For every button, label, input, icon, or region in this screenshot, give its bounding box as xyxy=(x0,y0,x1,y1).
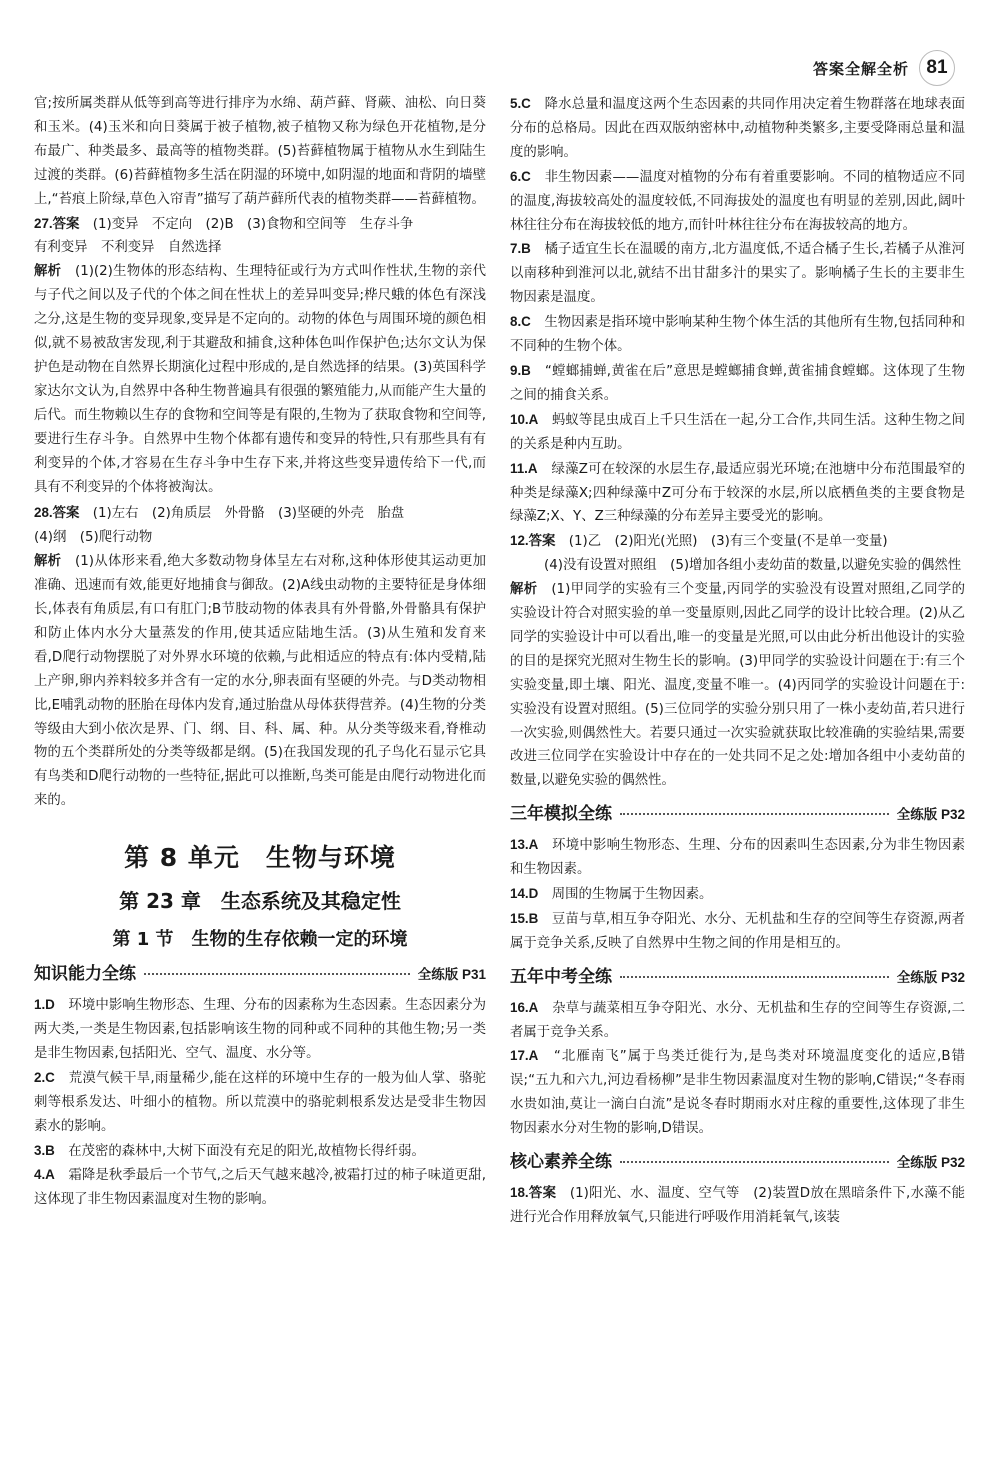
item-number: 5. xyxy=(510,96,522,111)
wunian-items xyxy=(510,996,965,1141)
right-items xyxy=(510,92,965,529)
item-answer-letter: D xyxy=(45,997,55,1013)
item-explanation: 环境中影响生物形态、生理、分布的因素称为生态因素。生态因素分为两大类,一类是生物因素,包括影响该生物的同种或不同种的其他生物;另一类是非生物因素,包括阳光、空气、温度、水分等。 xyxy=(34,998,487,1061)
header-title: 答案全解全析 xyxy=(812,59,909,78)
q12-answer-line2: (4)没有设置对照组 (5)增加各组小麦幼苗的数量,以避免实验的偶然性 xyxy=(544,558,962,574)
q28-explain: (1)从体形来看,绝大多数动物身体呈左右对称,这种体形使其运动更加准确、迅速而有效,能更好地捕食与御敌。(2)A线虫动物的主要特征是身体细长,体表有角质层,有口有肛门;B节肢动物的体表具有外骨骼,外骨骼具有保护和防止体内水分大量蒸发的作用,使其适应陆地生活。(3)从生殖和发育来看,D爬行动物摆脱了对外界水环境的依赖,与此相适应的特点有:体内受精,陆上产卵,卵内养料较多并含有一定的水分,卵表面有坚硬的外壳。与D类动物相比,E哺乳动物的胚胎在母体内发育,通过胎盘从母体获得营养。(4)生物的分类等级由大到小依次是界、门、纲、目、科、属、种。从分类等级来看,脊椎动物的五个类群所处的分类等级都是纲。(5)在我国发现的孔子鸟化石显示它具有鸟类和D爬行动物的一些特征,据此可以推断,鸟类可能是由爬行动物进化而来的。 xyxy=(34,554,487,809)
item-number: 2. xyxy=(34,1069,46,1085)
item-number: 10. xyxy=(510,411,529,427)
section-title: 第 1 节 生物的生存依赖一定的环境 xyxy=(112,929,408,951)
q28-answer-tag: 答案 xyxy=(52,506,80,522)
sanian-item xyxy=(510,833,965,882)
sanian-name: 三年模拟全练 xyxy=(510,804,612,825)
q12-number: 12. xyxy=(510,533,529,549)
item-explanation: 生物因素是指环境中影响某种生物个体生活的其他所有生物,包括同种和不同种的生物个体。 xyxy=(510,315,965,355)
practice-ref: 全练版 P31 xyxy=(417,967,486,983)
item-answer-letter: B xyxy=(521,241,531,257)
right-item xyxy=(510,310,965,359)
item-number: 7. xyxy=(510,241,522,257)
item-explanation: 霜降是秋季最后一个节气,之后天气越来越冷,被霜打过的柿子味道更甜,这体现了非生物因素温度对生物的影响。 xyxy=(34,1168,486,1208)
q28-answer-line2: (4)纲 (5)爬行动物 xyxy=(34,530,153,546)
item-answer-letter: C xyxy=(45,1069,55,1085)
item-answer-letter: B xyxy=(521,362,531,378)
item-answer-letter: C xyxy=(521,314,531,330)
q28-number: 28. xyxy=(34,505,53,521)
sanian-ref: 全练版 P32 xyxy=(896,807,965,823)
item-number: 17. xyxy=(510,1048,529,1064)
right-item xyxy=(510,359,965,408)
right-item xyxy=(510,457,965,530)
q18-answer: (1)阳光、水、温度、空气等 (2)装置D放在黑暗条件下,水藻不能进行光合作用释放氧气,只能进行呼吸作用消耗氧气,该装 xyxy=(510,1185,965,1225)
item-explanation: 绿藻Z可在较深的水层生存,最适应弱光环境;在池塘中分布范围最窄的种类是绿藻X;四种绿藻中Z可分布于较深的水层,所以底栖鱼类的主要食物是绿藻Z;X、Y、Z三种绿藻的分布差异主要受光的影响。 xyxy=(510,461,965,525)
practice-name: 知识能力全练 xyxy=(34,964,136,985)
left-item xyxy=(34,1066,486,1139)
item-answer-letter: A xyxy=(528,837,539,853)
question-12 xyxy=(510,529,965,793)
item-explanation: 环境中影响生物形态、生理、分布的因素叫生态因素,分为非生物因素和生物因素。 xyxy=(510,838,965,878)
item-explanation: 荒漠气候干旱,雨量稀少,能在这样的环境中生存的一般为仙人掌、骆驼刺等根系发达、叶细小的植物。所以荒漠中的骆驼刺根系发达是受非生物因素水的影响。 xyxy=(34,1070,487,1134)
hexin-header xyxy=(510,1151,965,1175)
q27-answer-tag: 答案 xyxy=(52,216,80,232)
left-column xyxy=(34,92,486,1212)
q18-number: 18. xyxy=(510,1184,529,1200)
item-answer-letter: B xyxy=(528,910,539,926)
item-number: 8. xyxy=(510,314,522,330)
item-number: 1. xyxy=(34,997,46,1013)
sanian-items xyxy=(510,833,965,956)
item-explanation: 非生物因素——温度对植物的分布有着重要影响。不同的植物适应不同的温度,海拔较高处的温度较低,不同海拔处的温度也有明显的差别,因此,阔叶林往往分布在海拔较低的地方,而针叶林往往分布在海拔较高的地方。 xyxy=(510,169,966,233)
right-item xyxy=(510,237,965,310)
item-explanation: 橘子适宜生长在温暖的南方,北方温度低,不适合橘子生长,若橘子从淮河以南移种到淮河以北,就结不出甘甜多汁的果实了。影响橘子生长的主要非生物因素是温度。 xyxy=(510,242,965,306)
left-item xyxy=(34,1163,486,1212)
item-answer-letter: A xyxy=(45,1167,55,1183)
item-answer-letter: D xyxy=(528,886,539,901)
item-number: 4. xyxy=(34,1167,46,1183)
item-number: 15. xyxy=(510,910,529,926)
q27-number: 27. xyxy=(34,215,53,231)
q27-explain-tag: 解析 xyxy=(34,264,62,280)
item-answer-letter: B xyxy=(45,1142,55,1158)
wunian-name: 五年中考全练 xyxy=(510,966,612,987)
item-explanation: “螳螂捕蝉,黄雀在后”意思是螳螂捕食蝉,黄雀捕食螳螂。这体现了生物之间的捕食关系。 xyxy=(510,363,965,403)
item-explanation: 周围的生物属于生物因素。 xyxy=(551,887,713,902)
item-number: 9. xyxy=(510,362,522,378)
item-explanation: 豆苗与草,相互争夺阳光、水分、无机盐和生存的空间等生存资源,两者属于竞争关系,反映了自然界中生物之间的作用是相互的。 xyxy=(510,911,965,951)
sanian-item xyxy=(510,882,965,907)
hexin-ref: 全练版 P32 xyxy=(896,1155,965,1171)
right-item xyxy=(510,408,965,457)
item-number: 3. xyxy=(34,1142,46,1158)
item-answer-letter: A xyxy=(528,999,539,1015)
item-number: 6. xyxy=(510,168,522,184)
right-item xyxy=(510,165,965,238)
leader-dots xyxy=(620,976,889,978)
item-answer-letter: A xyxy=(528,1048,539,1064)
wunian-ref: 全练版 P32 xyxy=(896,969,965,985)
wunian-header xyxy=(510,966,965,990)
item-explanation: 蚂蚁等昆虫成百上千只生活在一起,分工合作,共同生活。这种生物之间的关系是种内互助。 xyxy=(510,412,965,452)
unit-title: 第 8 单元 生物与环境 xyxy=(124,843,396,873)
leader-dots xyxy=(620,813,889,815)
question-28 xyxy=(34,501,486,813)
question-27 xyxy=(34,212,486,500)
q12-answer-line1: (1)乙 (2)阳光(光照) (3)有三个变量(不是单一变量) xyxy=(568,534,888,550)
page-header xyxy=(813,50,955,86)
item-answer-letter: C xyxy=(521,96,531,111)
item-number: 11. xyxy=(510,460,528,476)
item-number: 14. xyxy=(510,886,529,901)
item-explanation: 杂草与蔬菜相互争夺阳光、水分、无机盐和生存的空间等生存资源,二者属于竞争关系。 xyxy=(510,1000,965,1040)
item-explanation: 降水总量和温度这两个生态因素的共同作用决定着生物群落在地球表面分布的总格局。因此在西双版纳密林中,动植物种类繁多,主要受降雨总量和温度的影响。 xyxy=(510,97,966,160)
q12-explain-tag: 解析 xyxy=(510,582,538,598)
q12-explain: (1)甲同学的实验有三个变量,丙同学的实验没有设置对照组,乙同学的实验设计符合对照实验的单一变量原则,因此乙同学的设计比较合理。(2)从乙同学的实验设计中可以看出,唯一的变量是光照,可以由此分析出他设计的实验的目的是探究光照对生物生长的影响。(3)甲同学的实验设计问题在于:有三个实验变量,即土壤、阳光、温度,变量不唯一。(4)丙同学的实验设计问题在于:实验没有设置对照组。(5)三位同学的实验分别只用了一株小麦幼苗,若只进行一次实验,则偶然性大。若要只通过一次实验就获取比较准确的实验结果,需要改进三位同学在实验设计中存在的一处共同不足之处:增加各组中小麦幼苗的数量,以避免实验的偶然性。 xyxy=(510,582,966,789)
practice-header xyxy=(34,963,486,987)
item-answer-letter: A xyxy=(527,460,538,476)
q12-answer-tag: 答案 xyxy=(528,534,556,550)
page-number: 81 xyxy=(919,50,955,86)
q18-answer-tag: 答案 xyxy=(528,1185,557,1201)
sanian-header xyxy=(510,803,965,827)
left-item xyxy=(34,1139,486,1164)
item-answer-letter: C xyxy=(521,168,531,184)
question-18 xyxy=(510,1181,965,1230)
right-item xyxy=(510,92,965,165)
item-explanation: 在茂密的森林中,大树下面没有充足的阳光,故植物长得纤弱。 xyxy=(68,1143,425,1159)
right-column xyxy=(510,92,965,1230)
wunian-item xyxy=(510,1044,965,1141)
q27-explain: (1)(2)生物体的形态结构、生理特征或行为方式叫作性状,生物的亲代与子代之间以及子代的个体之间在性状上的差异叫变异;桦尺蛾的体色有深浅之分,这是生物的变异现象,变异是不定向的。动物的体色与周围环境的颜色相似,就不易被敌害发现,利于其避敌和捕食,这种体色叫作保护色;达尔文认为保护色是动物在自然界长期演化过程中形成的,是自然选择的结果。(3)英国科学家达尔文认为,自然界中各种生物普遍具有很强的繁殖能力,从而能产生大量的后代。而生物赖以生存的食物和空间等是有限的,生物为了获取食物和空间等,要进行生存斗争。自然界中生物个体都有遗传和变异的特性,只有那些具有有利变异的个体,才容易在生存斗争中生存下来,并将这些变异遗传给下一代,而具有不利变异的个体将被淘汰。 xyxy=(34,264,487,495)
q28-explain-tag: 解析 xyxy=(34,554,62,570)
q28-answer-line1: (1)左右 (2)角质层 外骨骼 (3)坚硬的外壳 胎盘 xyxy=(92,506,405,522)
continued-paragraph: 官;按所属类群从低等到高等进行排序为水绵、葫芦藓、肾蕨、油松、向日葵和玉米。(4)玉米和向日葵属于被子植物,被子植物又称为绿色开花植物,是分布最广、种类最多、最高等的植物类群。(5)苔藓植物属于植物从水生到陆生过渡的类群。(6)苔藓植物多生活在阴湿的环境中,如阴湿的地面和背阴的墙壁上,“苔痕上阶绿,草色入帘青”描写了葫芦藓所代表的植物类群——苔藓植物。 xyxy=(34,96,486,207)
hexin-name: 核心素养全练 xyxy=(510,1152,612,1173)
left-item xyxy=(34,993,486,1066)
item-number: 16. xyxy=(510,999,529,1015)
sanian-item xyxy=(510,907,965,956)
item-answer-letter: A xyxy=(528,411,539,427)
q27-answer-line1: (1)变异 不定向 (2)B (3)食物和空间等 生存斗争 xyxy=(92,216,414,232)
leader-dots xyxy=(620,1161,889,1163)
leader-dots xyxy=(144,973,410,975)
chapter-title: 第 23 章 生态系统及其稳定性 xyxy=(119,889,401,914)
q27-answer-line2: 有利变异 不利变异 自然选择 xyxy=(34,240,222,256)
left-items xyxy=(34,993,486,1212)
item-explanation: “北雁南飞”属于鸟类迁徙行为,是鸟类对环境温度变化的适应,B错误;“五九和六九,河边看杨柳”是非生物因素温度对生物的影响,C错误;“冬春雨水贵如油,莫让一滴白白流”是说冬春时期雨水对庄稼的重要性,这体现了非生物因素水分对生物的影响,D错误。 xyxy=(510,1049,965,1137)
item-number: 13. xyxy=(510,837,529,853)
wunian-item xyxy=(510,996,965,1045)
